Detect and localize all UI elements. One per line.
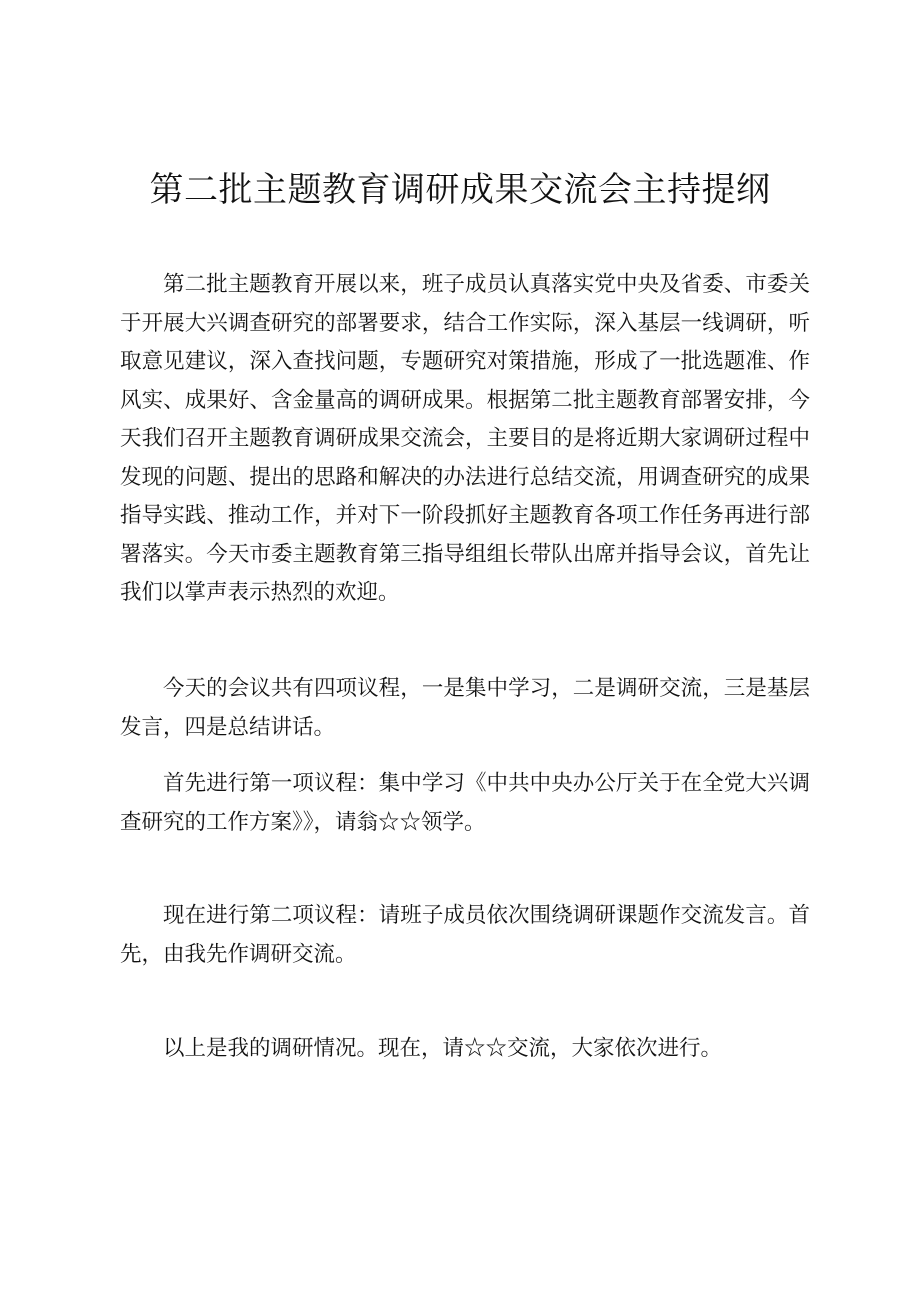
paragraph-item-one: 首先进行第一项议程：集中学习《中共中央办公厅关于在全党大兴调查研究的工作方案》》，请翁☆☆领学。 xyxy=(120,771,810,835)
paragraph-closing: 以上是我的调研情况。现在，请☆☆交流，大家依次进行。 xyxy=(163,1036,723,1061)
document-title: 第二批主题教育调研成果交流会主持提纲 xyxy=(149,170,771,210)
paragraph-item-two: 现在进行第二项议程：请班子成员依次围绕调研课题作交流发言。首先，由我先作调研交流。 xyxy=(120,903,810,967)
paragraph-agenda: 今天的会议共有四项议程，一是集中学习，二是调研交流，三是基层发言，四是总结讲话。 xyxy=(120,676,810,740)
paragraph-opening: 第二批主题教育开展以来，班子成员认真落实党中央及省委、市委关于开展大兴调查研究的部署要求，结合工作实际，深入基层一线调研，听取意见建议，深入查找问题，专题研究对策措施，形成了一批选题准、作风实、成果好、含金量高的调研成果。根据第二批主题教育部署安排，今天我们召开主题教育调研成果交流会，主要目的是将近期大家调研过程中发现的问题、提出的思路和解决的办法进行总结交流，用调查研究的成果指导实践、推动工作，并对下一阶段抓好主题教育各项工作任务再进行部署落实。今天市委主题教育第三指导组组长带队出席并指导会议，首先让我们以掌声表示热烈的欢迎。 xyxy=(120,272,810,605)
